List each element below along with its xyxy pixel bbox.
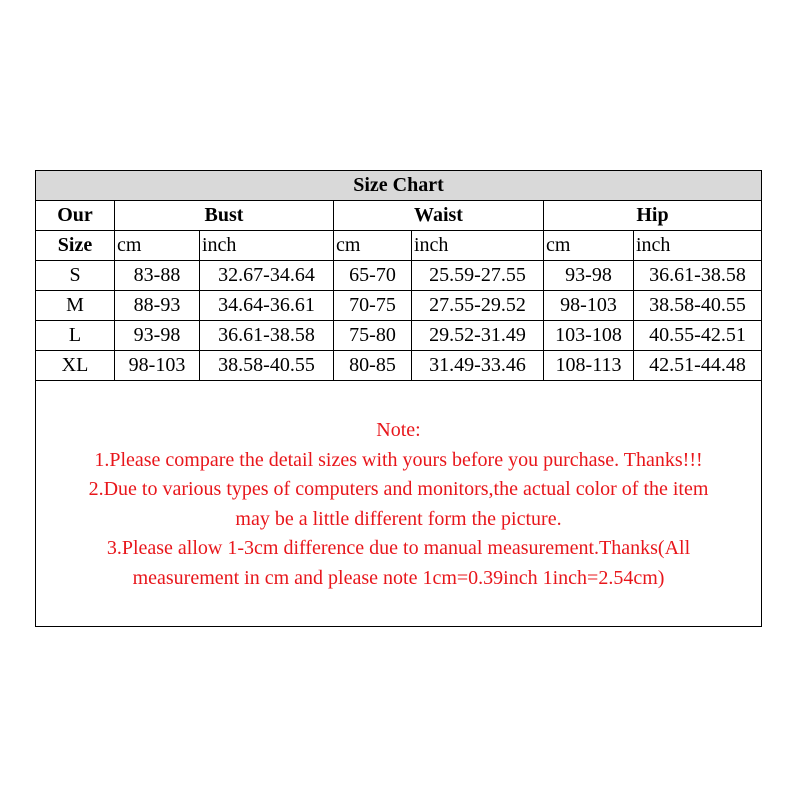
table-cell: 38.58-40.55: [634, 291, 762, 321]
table-cell: 93-98: [544, 261, 634, 291]
header-row-groups: [36, 201, 762, 231]
size-label: M: [36, 291, 115, 321]
table-row: [36, 351, 762, 381]
table-row: [36, 321, 762, 351]
bust-inch-header: inch: [200, 231, 334, 261]
our-size-header-bottom: Size: [36, 231, 115, 261]
table-cell: 98-103: [115, 351, 200, 381]
table-cell: 93-98: [115, 321, 200, 351]
size-label: XL: [36, 351, 115, 381]
table-cell: 98-103: [544, 291, 634, 321]
hip-header: Hip: [544, 201, 762, 231]
table-cell: 88-93: [115, 291, 200, 321]
hip-cm-header: cm: [544, 231, 634, 261]
waist-header: Waist: [334, 201, 544, 231]
table-cell: 65-70: [334, 261, 412, 291]
table-cell: 36.61-38.58: [200, 321, 334, 351]
table-cell: 27.55-29.52: [412, 291, 544, 321]
note-line: may be a little different form the picture.: [235, 507, 562, 530]
table-row: [36, 291, 762, 321]
table-cell: 42.51-44.48: [634, 351, 762, 381]
table-cell: 34.64-36.61: [200, 291, 334, 321]
table-cell: 108-113: [544, 351, 634, 381]
size-label: S: [36, 261, 115, 291]
size-chart-title: Size Chart: [36, 171, 762, 201]
table-cell: 83-88: [115, 261, 200, 291]
title-row: [36, 171, 762, 201]
table-cell: 32.67-34.64: [200, 261, 334, 291]
note-line: 3.Please allow 1-3cm difference due to manual measurement.Thanks(All: [106, 537, 691, 559]
note-line: measurement in cm and please note 1cm=0.39inch 1inch=2.54cm): [132, 566, 665, 589]
size-label: L: [36, 321, 115, 351]
table-cell: 75-80: [334, 321, 412, 351]
hip-inch-header: inch: [634, 231, 762, 261]
table-cell: 31.49-33.46: [412, 351, 544, 381]
waist-cm-header: cm: [334, 231, 412, 261]
table-cell: 38.58-40.55: [200, 351, 334, 381]
size-chart: [35, 170, 762, 627]
table-cell: 80-85: [334, 351, 412, 381]
waist-inch-header: inch: [412, 231, 544, 261]
bust-cm-header: cm: [115, 231, 200, 261]
table-cell: 70-75: [334, 291, 412, 321]
table-cell: 40.55-42.51: [634, 321, 762, 351]
table-cell: 25.59-27.55: [412, 261, 544, 291]
table-row: [36, 261, 762, 291]
note-heading: Note:: [376, 419, 421, 441]
notes-section: [36, 416, 761, 593]
our-size-header-top: Our: [36, 201, 115, 231]
size-table: [35, 170, 762, 381]
note-line: 2.Due to various types of computers and monitors,the actual color of the item: [88, 478, 709, 500]
table-cell: 36.61-38.58: [634, 261, 762, 291]
table-cell: 29.52-31.49: [412, 321, 544, 351]
table-cell: 103-108: [544, 321, 634, 351]
bust-header: Bust: [115, 201, 334, 231]
note-line: 1.Please compare the detail sizes with yours before you purchase. Thanks!!!: [94, 448, 703, 471]
header-row-units: [36, 231, 762, 261]
